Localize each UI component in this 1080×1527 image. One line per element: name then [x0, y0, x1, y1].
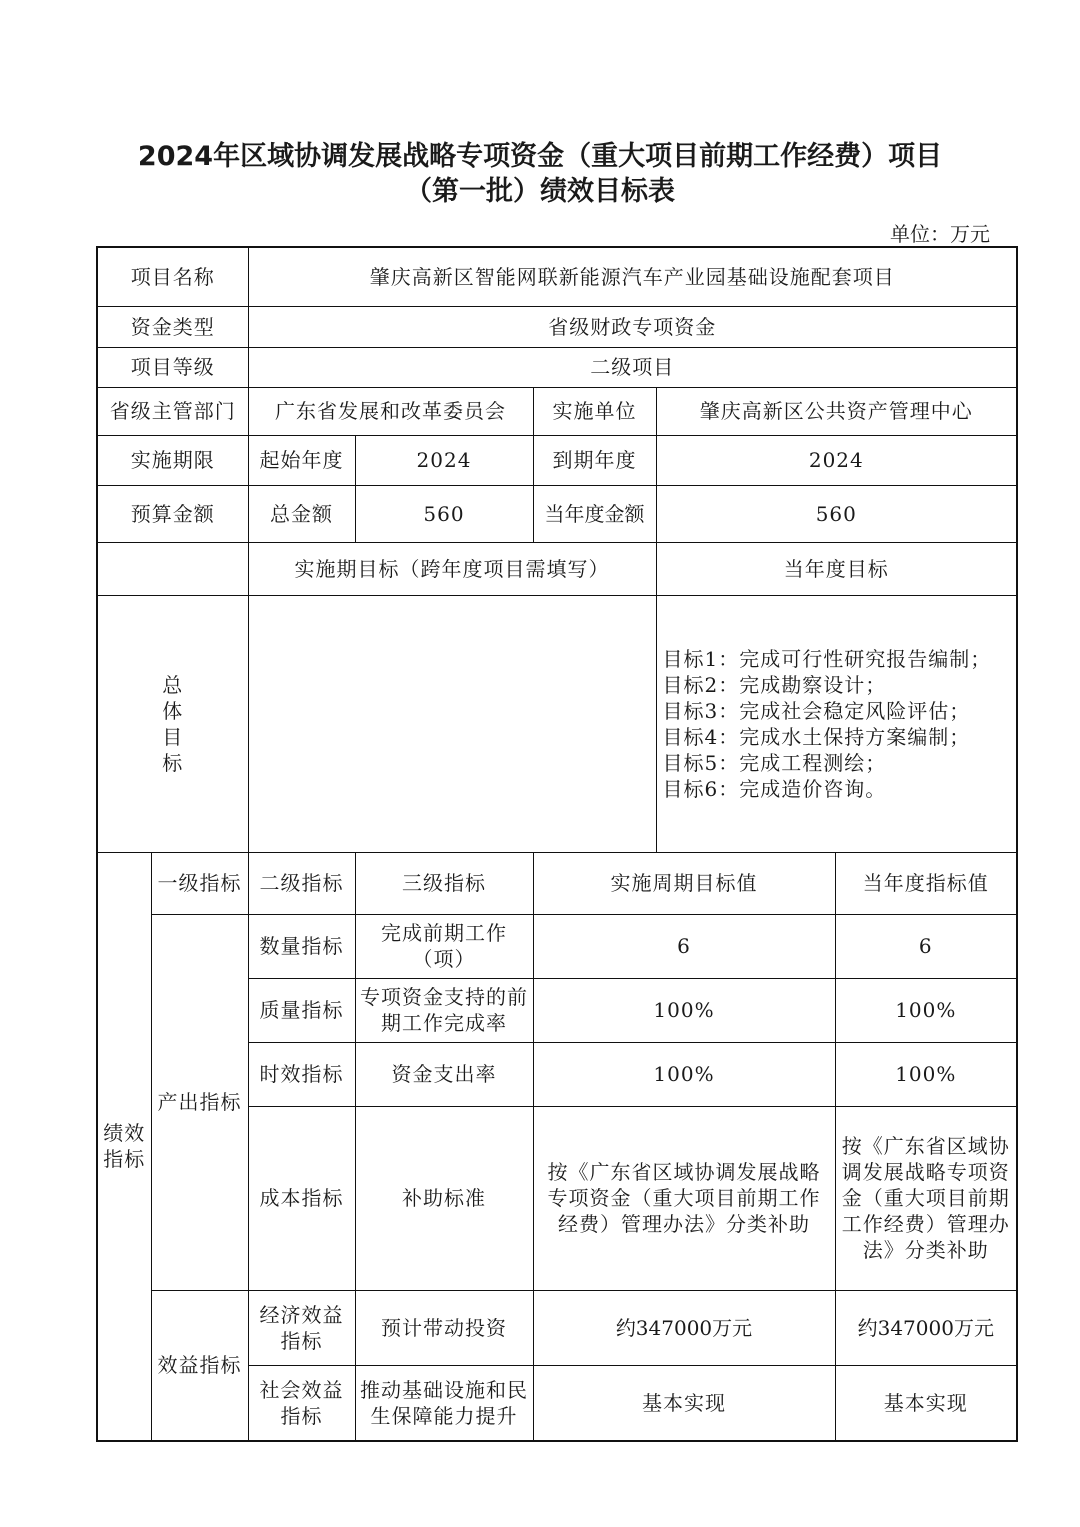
indicator-level3: 推动基础设施和民生保障能力提升 — [355, 1365, 533, 1441]
indicator-level2: 经济效益指标 — [248, 1290, 355, 1365]
level-value: 二级项目 — [248, 347, 1017, 387]
overall-goal-label: 总 体 目 标 — [97, 595, 248, 852]
total-amount-label: 总金额 — [248, 485, 355, 542]
indicator-year-value: 约347000万元 — [835, 1290, 1017, 1365]
indicator-level2: 质量指标 — [248, 978, 355, 1042]
total-amount-value: 560 — [355, 485, 533, 542]
indicator-year-value: 按《广东省区域协调发展战略专项资金（重大项目前期工作经费）管理办法》分类补助 — [835, 1106, 1017, 1290]
start-year-value: 2024 — [355, 435, 533, 485]
indicator-period-value: 100% — [533, 1042, 835, 1106]
benefit-indicator-label: 效益指标 — [151, 1290, 248, 1441]
indicator-year-value: 100% — [835, 1042, 1017, 1106]
indicator-period-value: 按《广东省区域协调发展战略专项资金（重大项目前期工作经费）管理办法》分类补助 — [533, 1106, 835, 1290]
project-name-label: 项目名称 — [97, 247, 248, 306]
indicator-level2: 时效指标 — [248, 1042, 355, 1106]
document-title: 2024年区域协调发展战略专项资金（重大项目前期工作经费）项目 — [137, 141, 943, 172]
blank-cell — [97, 542, 248, 595]
indicator-level3: 预计带动投资 — [355, 1290, 533, 1365]
year-goal-item: 目标3：完成社会稳定风险评估； — [662, 698, 971, 723]
impl-unit-value: 肇庆高新区公共资产管理中心 — [656, 387, 1017, 435]
end-year-label: 到期年度 — [533, 435, 656, 485]
performance-target-table — [96, 246, 1018, 1442]
indicator-level3: 资金支出率 — [355, 1042, 533, 1106]
year-goal-list — [656, 595, 1017, 852]
year-target-header: 当年度指标值 — [835, 852, 1017, 914]
fund-type-label: 资金类型 — [97, 306, 248, 347]
year-amount-value: 560 — [656, 485, 1017, 542]
budget-label: 预算金额 — [97, 485, 248, 542]
year-goal-header: 当年度目标 — [656, 542, 1017, 595]
indicator-period-value: 约347000万元 — [533, 1290, 835, 1365]
year-goal-item: 目标6：完成造价咨询。 — [662, 776, 887, 801]
document-subtitle: （第一批）绩效目标表 — [405, 176, 675, 207]
period-target-header: 实施周期目标值 — [533, 852, 835, 914]
start-year-label: 起始年度 — [248, 435, 355, 485]
indicator-year-value: 6 — [835, 914, 1017, 978]
period-label: 实施期限 — [97, 435, 248, 485]
level-label: 项目等级 — [97, 347, 248, 387]
period-goal-header: 实施期目标（跨年度项目需填写） — [248, 542, 656, 595]
indicator-period-value: 100% — [533, 978, 835, 1042]
level2-header: 二级指标 — [248, 852, 355, 914]
unit-label: 单位：万元 — [890, 222, 990, 246]
indicator-level3: 补助标准 — [355, 1106, 533, 1290]
indicator-year-value: 基本实现 — [835, 1365, 1017, 1441]
level1-header: 一级指标 — [151, 852, 248, 914]
year-amount-label: 当年度金额 — [533, 485, 656, 542]
end-year-value: 2024 — [656, 435, 1017, 485]
indicator-period-value: 6 — [533, 914, 835, 978]
period-goal-value — [248, 595, 656, 852]
indicator-year-value: 100% — [835, 978, 1017, 1042]
fund-type-value: 省级财政专项资金 — [248, 306, 1017, 347]
year-goal-item: 目标1：完成可行性研究报告编制； — [662, 646, 992, 671]
output-indicator-label: 产出指标 — [151, 914, 248, 1290]
year-goal-item: 目标4：完成水土保持方案编制； — [662, 724, 971, 749]
indicator-level2: 社会效益指标 — [248, 1365, 355, 1441]
perf-indicator-label: 绩效 指标 — [97, 852, 151, 1441]
dept-label: 省级主管部门 — [97, 387, 248, 435]
indicator-level3: 专项资金支持的前期工作完成率 — [355, 978, 533, 1042]
indicator-level2: 成本指标 — [248, 1106, 355, 1290]
year-goal-item: 目标2：完成勘察设计； — [662, 672, 887, 697]
level3-header: 三级指标 — [355, 852, 533, 914]
indicator-level3: 完成前期工作（项） — [355, 914, 533, 978]
impl-unit-label: 实施单位 — [533, 387, 656, 435]
indicator-period-value: 基本实现 — [533, 1365, 835, 1441]
year-goal-item: 目标5：完成工程测绘； — [662, 750, 887, 775]
project-name-value: 肇庆高新区智能网联新能源汽车产业园基础设施配套项目 — [248, 247, 1017, 306]
dept-value: 广东省发展和改革委员会 — [248, 387, 533, 435]
indicator-level2: 数量指标 — [248, 914, 355, 978]
